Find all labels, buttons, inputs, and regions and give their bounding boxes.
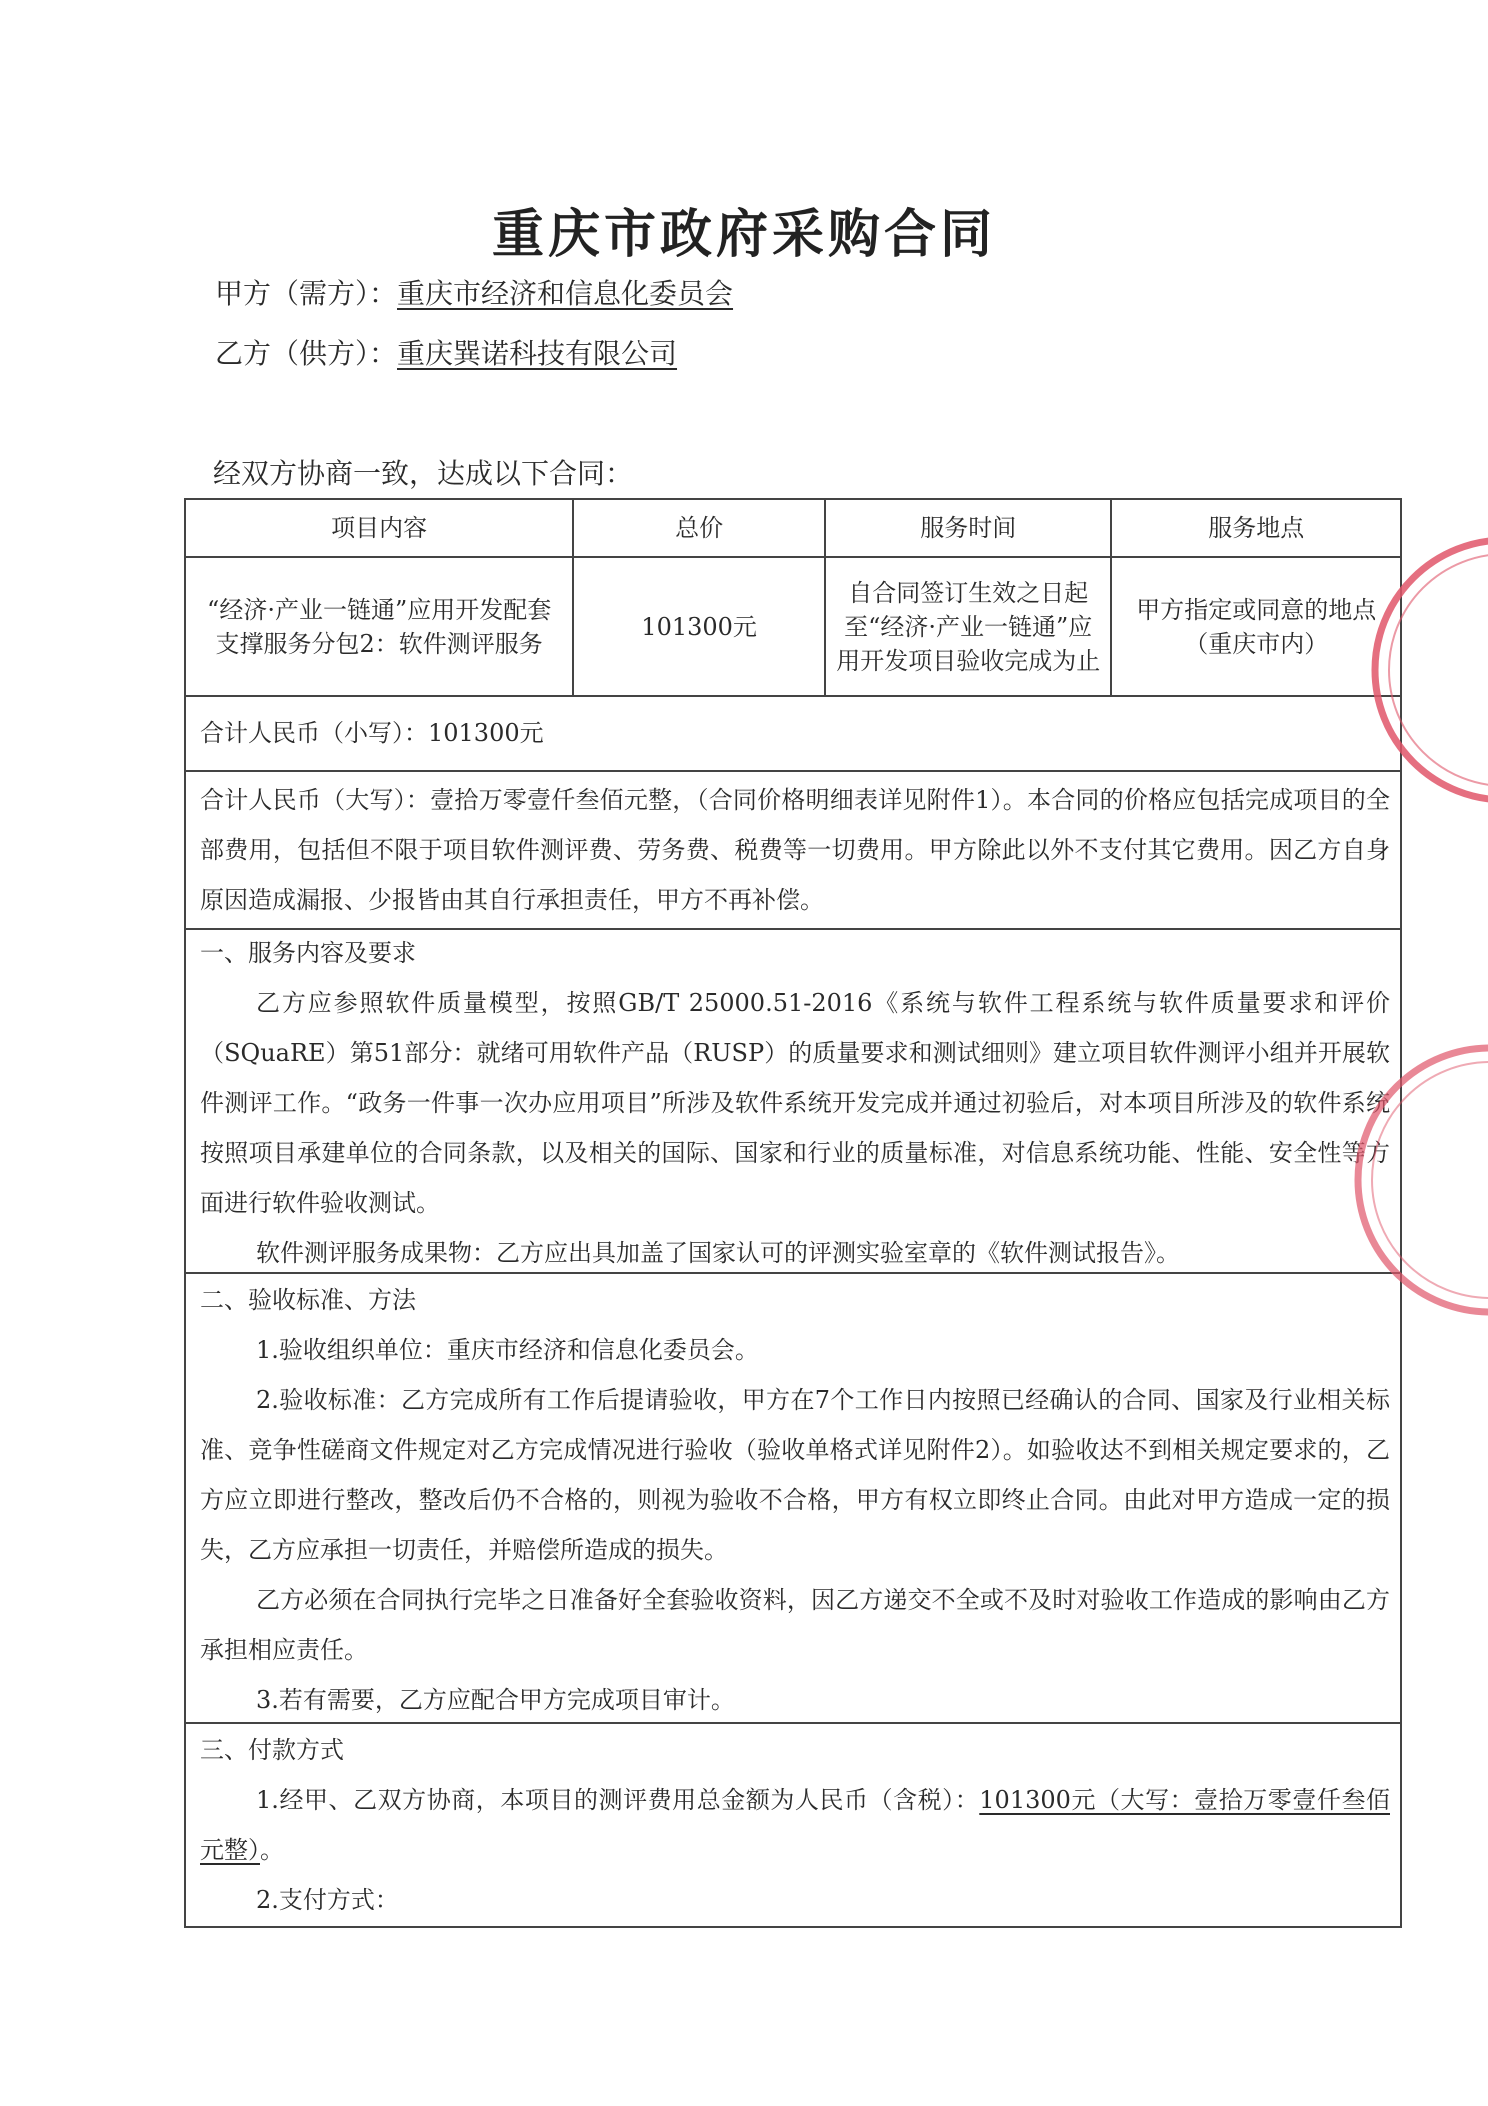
header-content: 项目内容: [185, 499, 573, 557]
total-big: 合计人民币（大写）：壹拾万零壹仟叁佰元整，（合同价格明细表详见附件1）。本合同的价格应包括完成项目的全部费用，包括但不限于项目软件测评费、劳务费、税费等一切费用。甲方除此以外不支付其它费用。因乙方自身原因造成漏报、少报皆由其自行承担责任，甲方不再补偿。: [200, 786, 1390, 914]
intro-text: 经双方协商一致，达成以下合同：: [213, 457, 634, 490]
cell-price: 101300元: [573, 557, 825, 696]
section3: [200, 1725, 1390, 1925]
party-a-label: 甲方（需方）：: [215, 277, 398, 310]
government-seal-icon: [1310, 1030, 1488, 1330]
section1-deliverable: 软件测评服务成果物：乙方应出具加盖了国家认可的评测实验室章的《软件测试报告》。: [256, 1239, 1180, 1267]
divider: [184, 1272, 1402, 1274]
cell-time: 自合同签订生效之日起至“经济·产业一链通”应用开发项目验收完成为止: [825, 557, 1112, 696]
header-price: 总价: [573, 499, 825, 557]
contract-title: 重庆市政府采购合同: [491, 204, 996, 265]
cell-content: “经济·产业一链通”应用开发配套支撑服务分包2：软件测评服务: [185, 557, 573, 696]
section2-heading: 二、验收标准、方法: [200, 1286, 416, 1314]
party-b: [215, 332, 677, 372]
section1-heading: 一、服务内容及要求: [200, 939, 416, 967]
section3-heading: 三、付款方式: [200, 1736, 344, 1764]
section3-item2: 2.支付方式：: [256, 1886, 399, 1914]
payment-text: 1.经甲、乙双方协商，本项目的测评费用总金额为人民币（含税）：: [256, 1786, 980, 1814]
section2-item2: 2.验收标准：乙方完成所有工作后提请验收，甲方在7个工作日内按照已经确认的合同、国家及行业相关标准、竞争性磋商文件规定对乙方完成情况进行验收（验收单格式详见附件2）。如验收达不到相关规定要求的，乙方应立即进行整改，整改后仍不合格的，则视为验收不合格，甲方有权立即终止合同。由此对甲方造成一定的损失，乙方应承担一切责任，并赔偿所造成的损失。: [200, 1386, 1390, 1564]
party-a: [215, 272, 733, 312]
section2-item3: 3.若有需要，乙方应配合甲方完成项目审计。: [256, 1686, 735, 1714]
section1-paragraph: 乙方应参照软件质量模型，按照GB/T 25000.51-2016《系统与软件工程系统与软件质量要求和评价（SQuaRE）第51部分：就绪可用软件产品（RUSP）的质量要求和测试细则》建立项目软件测评小组并开展软件测评工作。“政务一件事一次办应用项目”所涉及软件系统开发完成并通过初验后，对本项目所涉及的软件系统按照项目承建单位的合同条款，以及相关的国际、国家和行业的质量标准，对信息系统功能、性能、安全性等方面进行软件验收测试。: [200, 989, 1390, 1217]
payment-amount: 101300元（大写：壹拾万零壹仟叁佰元整）: [200, 1786, 1390, 1864]
cell-place: 甲方指定或同意的地点（重庆市内）: [1111, 557, 1401, 696]
party-b-name: 重庆巽诺科技有限公司: [397, 337, 678, 370]
company-seal-icon: [1330, 520, 1488, 820]
table-row: [185, 557, 1401, 696]
header-time: 服务时间: [825, 499, 1112, 557]
section3-item1: [200, 1775, 1390, 1875]
divider: [184, 1722, 1402, 1724]
header-place: 服务地点: [1111, 499, 1401, 557]
section2: [200, 1275, 1390, 1725]
section2-item1: 1.验收组织单位：重庆市经济和信息化委员会。: [256, 1336, 759, 1364]
items-table: [184, 498, 1402, 697]
payment-suffix: 。: [260, 1836, 284, 1864]
table-header-row: [185, 499, 1401, 557]
party-b-label: 乙方（供方）：: [215, 337, 398, 370]
section1: [200, 928, 1390, 1278]
section2-paragraph: 乙方必须在合同执行完毕之日准备好全套验收资料，因乙方递交不全或不及时对验收工作造成的影响由乙方承担相应责任。: [200, 1586, 1390, 1664]
divider: [184, 770, 1402, 772]
party-a-name: 重庆市经济和信息化委员会: [397, 277, 734, 310]
total-small: 合计人民币（小写）：101300元: [200, 719, 544, 747]
